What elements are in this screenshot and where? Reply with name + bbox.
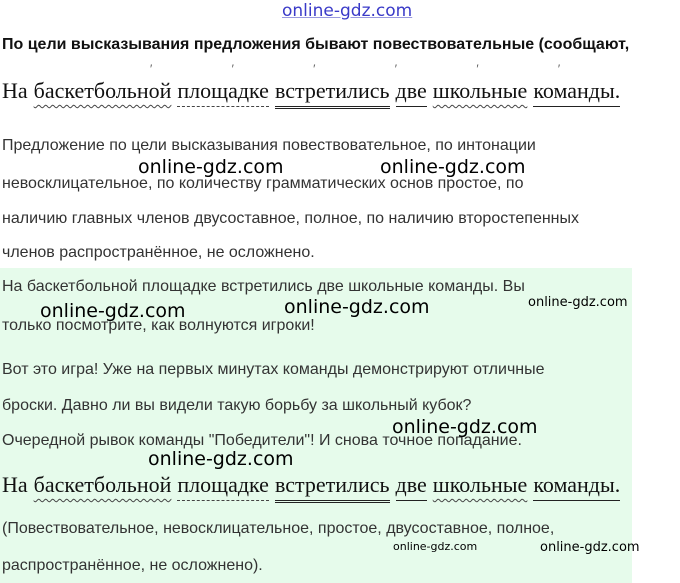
word-basketball: баскетбольной: [33, 472, 172, 497]
word-teams: команды.: [533, 472, 620, 501]
analysis-line-4: членов распространённое, не осложнено.: [2, 244, 315, 261]
word-predicate: встретились: [275, 472, 390, 503]
analysis-line-2: невосклицательное, по количеству грамматических основ простое, по: [2, 175, 524, 192]
watermark: online-gdz.com: [528, 295, 628, 310]
word-two: две: [396, 472, 427, 501]
conclusion-line-1: (Повествовательное, невосклицательное, простое, двусоставное, полное,: [2, 520, 555, 537]
watermark: online-gdz.com: [380, 156, 526, 178]
text-line-1: На баскетбольной площадке встретились две школьные команды. Вы: [2, 278, 525, 295]
text-line-5: Очередной рывок команды "Победители"! И снова точное попадание.: [2, 432, 522, 449]
analysis-line-3: наличию главных членов двусоставное, полное, по наличию второстепенных: [2, 210, 580, 227]
word-court: площадке: [177, 78, 269, 107]
faint-marks: ′ ′ ′ ′ ′ ′: [150, 62, 599, 76]
watermark: online-gdz.com: [392, 416, 538, 438]
word-school: школьные: [432, 78, 528, 103]
watermark-top: online-gdz.com: [282, 1, 413, 21]
word-teams: команды.: [533, 78, 620, 107]
word-predicate: встретились: [275, 78, 390, 109]
word-school: школьные: [432, 472, 528, 497]
watermark: online-gdz.com: [40, 300, 186, 322]
conclusion-line-2: распространённое, не осложнено).: [2, 557, 263, 574]
parsed-sentence-1: [2, 78, 620, 109]
parsed-sentence-2: [2, 472, 620, 503]
word-basketball: баскетбольной: [33, 78, 172, 103]
word-na: На: [2, 472, 28, 497]
word-na: На: [2, 78, 28, 103]
watermark: online-gdz.com: [393, 540, 478, 553]
text-line-3: Вот это игра! Уже на первых минутах команды демонстрируют отличные: [2, 361, 545, 378]
text-line-2: только посмотрите, как волнуются игроки!: [2, 317, 315, 334]
analysis-line-1: Предложение по цели высказывания повествовательное, по интонации: [2, 137, 536, 154]
watermark: online-gdz.com: [148, 448, 294, 470]
lead-text: По цели высказывания предложения бывают повествовательные (сообщают,: [2, 36, 630, 53]
word-court: площадке: [177, 472, 269, 501]
text-line-4: броски. Давно ли вы видели такую борьбу за школьный кубок?: [2, 397, 472, 414]
watermark: online-gdz.com: [540, 540, 640, 555]
word-two: две: [396, 78, 427, 107]
watermark: online-gdz.com: [138, 156, 284, 178]
watermark: online-gdz.com: [284, 296, 430, 318]
